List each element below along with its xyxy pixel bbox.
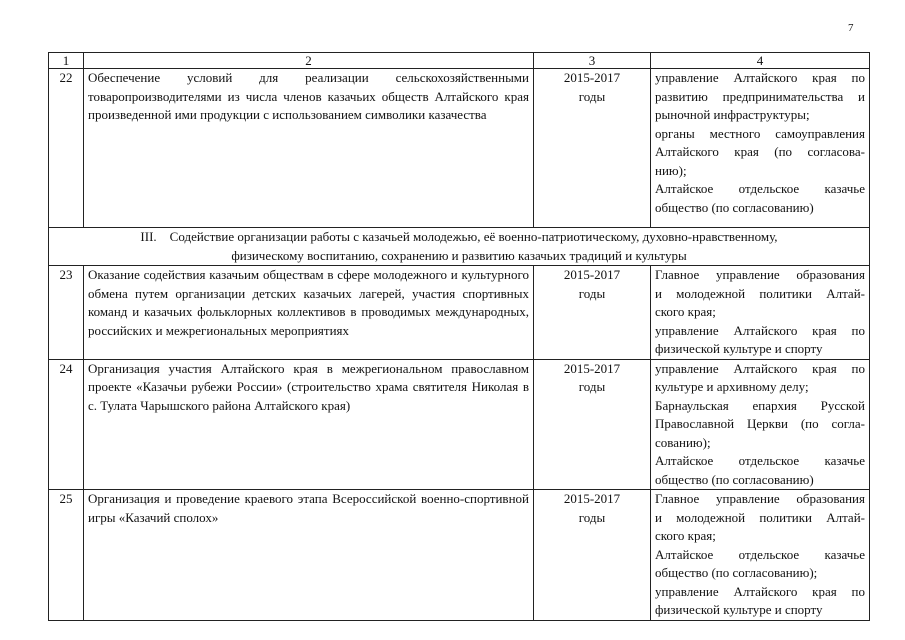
table-header-row — [49, 53, 870, 69]
executor-line: Алтайское отдельское казачье — [655, 181, 865, 196]
section-title-line-1: III. Содействие организации работы с казачьей молодежью, её военно-патриотическому, духовно-нравственному, — [140, 229, 778, 244]
executor-line: ского края; — [655, 304, 716, 319]
executor-line: рыночной инфраструктуры; — [655, 107, 810, 122]
executor-line: физической культуре и спорту — [655, 341, 823, 356]
page-number: 7 — [848, 22, 854, 34]
section-heading-row — [49, 228, 870, 266]
period: 2015-2017 годы — [534, 266, 651, 360]
table-row — [49, 266, 870, 360]
event-description: Обеспечение условий для реализации сельскохозяйственными товаропроизводителями из числа членов казачьих обществ Алтайского края произведенной ими продукции с использованием символики казачества — [84, 69, 534, 228]
executor-line: управление Алтайского края по — [655, 360, 865, 376]
section-heading — [49, 228, 870, 266]
executor-line: управление Алтайского края по — [655, 583, 865, 599]
executor-line: общество (по согласованию) — [655, 199, 814, 215]
executor-line: управление Алтайского края по — [655, 322, 865, 338]
executor-line: Барнаульская епархия Русской — [655, 397, 865, 413]
executor-line: сованию); — [655, 434, 711, 450]
executor-line: органы местного самоуправления — [655, 125, 865, 141]
period: 2015-2017 годы — [534, 490, 651, 621]
executor-line: ского края; — [655, 528, 716, 543]
column-header-3: 3 — [534, 53, 651, 69]
executors — [651, 359, 870, 490]
executor-line: Алтайское отдельское казачье — [655, 546, 865, 562]
column-header-2: 2 — [84, 53, 534, 69]
executor-line: Главное управление образования — [655, 267, 865, 282]
row-number: 23 — [49, 266, 84, 360]
row-number: 22 — [49, 69, 84, 228]
executor-line: управление Алтайского края по — [655, 70, 865, 85]
row-number: 24 — [49, 359, 84, 490]
row-number: 25 — [49, 490, 84, 621]
executor-line: общество (по согласованию); — [655, 565, 818, 580]
table-row — [49, 69, 870, 228]
executor-line: и молодежной политики Алтай- — [655, 285, 865, 301]
executor-line: Алтайского края (по согласова- — [655, 144, 865, 159]
table-row — [49, 490, 870, 621]
executors — [651, 69, 870, 228]
executors — [651, 490, 870, 621]
executor-line: Православной Церкви (по согла- — [655, 416, 865, 431]
executor-line: Главное управление образования — [655, 491, 865, 506]
executor-line: общество (по согласованию) — [655, 471, 814, 487]
executor-line: Алтайское отдельское казачье — [655, 453, 865, 468]
event-description: Организация и проведение краевого этапа Всероссийской военно-спортивной игры «Казачий сполох» — [84, 490, 534, 621]
measures-table — [48, 52, 870, 621]
period: 2015-2017 годы — [534, 69, 651, 228]
executor-line: развитию предпринимательства и — [655, 88, 865, 104]
executor-line: нию); — [655, 162, 687, 178]
table-row — [49, 359, 870, 490]
column-header-1: 1 — [49, 53, 84, 69]
column-header-4: 4 — [651, 53, 870, 69]
period: 2015-2017 годы — [534, 359, 651, 490]
event-description: Организация участия Алтайского края в межрегиональном православном проекте «Казачьи рубежи России» (строительство храма святителя Николая в с. Тулата Чарышского района Алтайского края) — [84, 359, 534, 490]
event-description: Оказание содействия казачьим обществам в сфере молодежного и культурного обмена путем организации детских казачьих лагерей, участия спортивных команд и казачьих фольклорных коллективов в проводимых международных, российских и межрегиональных мероприятиях — [84, 266, 534, 360]
executor-line: культуре и архивному делу; — [655, 379, 809, 394]
executors — [651, 266, 870, 360]
executor-line: физической культуре и спорту — [655, 602, 823, 617]
executor-line: и молодежной политики Алтай- — [655, 509, 865, 525]
section-title-line-2: физическому воспитанию, сохранению и развитию казачьих традиций и культуры — [231, 247, 687, 263]
